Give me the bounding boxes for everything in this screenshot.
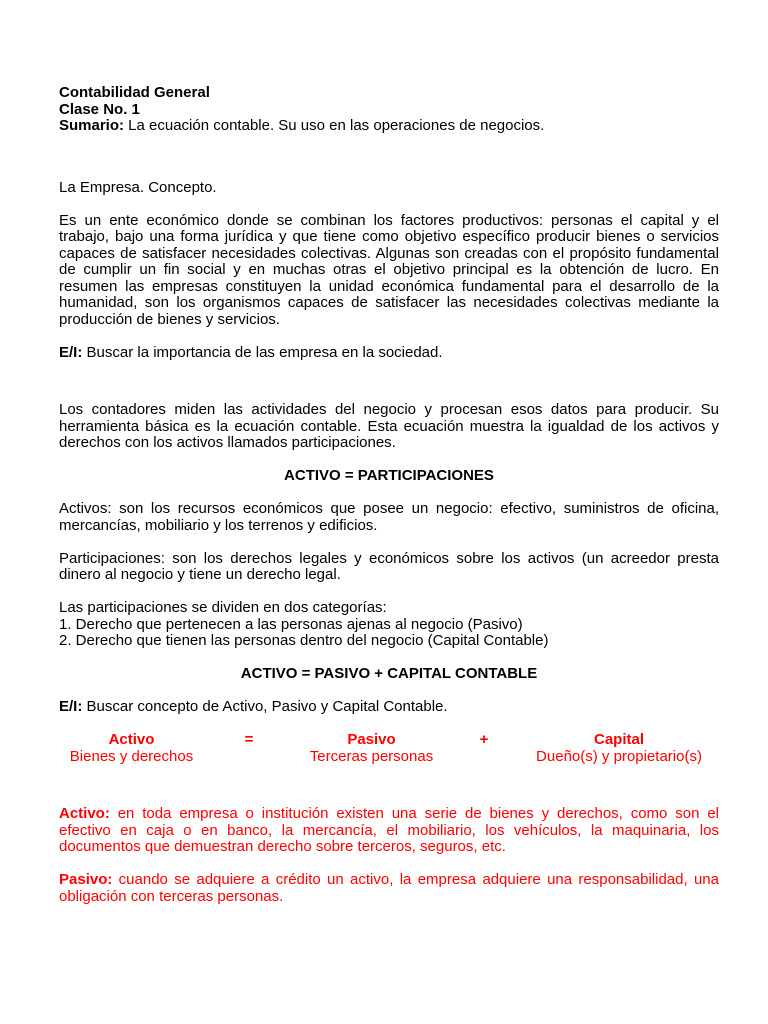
task-text: Buscar concepto de Activo, Pasivo y Capital Contable. <box>82 698 448 715</box>
course-title: Contabilidad General <box>59 84 210 101</box>
paragraph-contadores: Los contadores miden las actividades del negocio y procesan esos datos para producir. Su herramienta básica es la ecuación contable. Esta ecuación muestra la igualdad de los activos y derechos con los activos llamados participaciones. <box>59 401 719 451</box>
definition-label: Pasivo: <box>59 871 113 888</box>
paragraph-activos: Activos: son los recursos económicos que posee un negocio: efectivo, suministros de oficina, mercancías, mobiliario y los terrenos y edificios. <box>59 500 719 534</box>
definition-pasivo <box>59 872 719 905</box>
definition-text: en toda empresa o institución existen una serie de bienes y derechos, como son el efectivo en caja o en banco, la mercancía, el mobiliario, los vehículos, la maquinaria, los documentos que demuestran derecho sobre terceros, seguros, etc. <box>59 805 719 855</box>
class-number: Clase No. 1 <box>59 100 140 118</box>
desc-empty <box>204 749 294 766</box>
term-capital: Capital <box>593 731 644 748</box>
equation-activo-pasivo-capital: ACTIVO = PASIVO + CAPITAL CONTABLE <box>240 665 538 682</box>
paragraph-empresa: Es un ente económico donde se combinan los factores productivos: personas el capital y el trabajo, bajo una forma jurídica y que tiene como objetivo específico producir bienes o servicios capaces de satisfacer necesidades colectivas. Algunas son creadas con el propósito fundamental de cumplir un fin social y en muchas otras el objetivo principal es la obtención de lucro. En resumen las empresas constituyen la unidad económica fundamental para el desarrollo de la humanidad, son los organismos capaces de satisfacer las necesidades colectivas mediante la producción de bienes y servicios. <box>59 211 719 328</box>
task-label: E/I: <box>59 343 83 361</box>
summary-label: Sumario: <box>59 117 125 134</box>
plus-sign: + <box>479 731 489 748</box>
term-pasivo: Pasivo <box>347 731 396 748</box>
equation-terms-row <box>59 732 719 749</box>
desc-capital: Dueño(s) y propietario(s) <box>536 747 702 765</box>
desc-activo: Bienes y derechos <box>69 747 194 765</box>
paragraph-participaciones: Participaciones: son los derechos legales y económicos sobre los activos (un acreedor presta dinero al negocio y tiene un derecho legal. <box>59 549 719 583</box>
summary-text: La ecuación contable. Su uso en las operaciones de negocios. <box>124 117 545 134</box>
term-activo: Activo <box>108 731 155 748</box>
task-text: Buscar la importancia de las empresa en la sociedad. <box>82 343 443 361</box>
task-concepts <box>59 699 719 716</box>
category-item: 2. Derecho que tienen las personas dentro del negocio (Capital Contable) <box>59 632 549 649</box>
summary-line <box>59 118 719 135</box>
definition-activo <box>59 806 719 856</box>
equation-descriptions-row <box>59 749 719 766</box>
category-item: 1. Derecho que pertenecen a las personas ajenas al negocio (Pasivo) <box>59 615 523 633</box>
desc-pasivo: Terceras personas <box>309 747 434 765</box>
definition-label: Activo: <box>59 805 110 822</box>
categories-intro: Las participaciones se dividen en dos categorías: <box>59 599 387 616</box>
equation-table <box>59 732 719 765</box>
equation-activo-participaciones: ACTIVO = PARTICIPACIONES <box>284 467 494 484</box>
document-page <box>59 85 719 905</box>
equals-sign: = <box>244 731 254 748</box>
section-title: La Empresa. Concepto. <box>59 178 217 196</box>
task-label: E/I: <box>59 698 83 715</box>
desc-empty <box>449 749 519 766</box>
task-importance <box>59 345 719 362</box>
definition-text: cuando se adquiere a crédito un activo, la empresa adquiere una responsabilidad, una obligación con terceras personas. <box>59 871 719 905</box>
